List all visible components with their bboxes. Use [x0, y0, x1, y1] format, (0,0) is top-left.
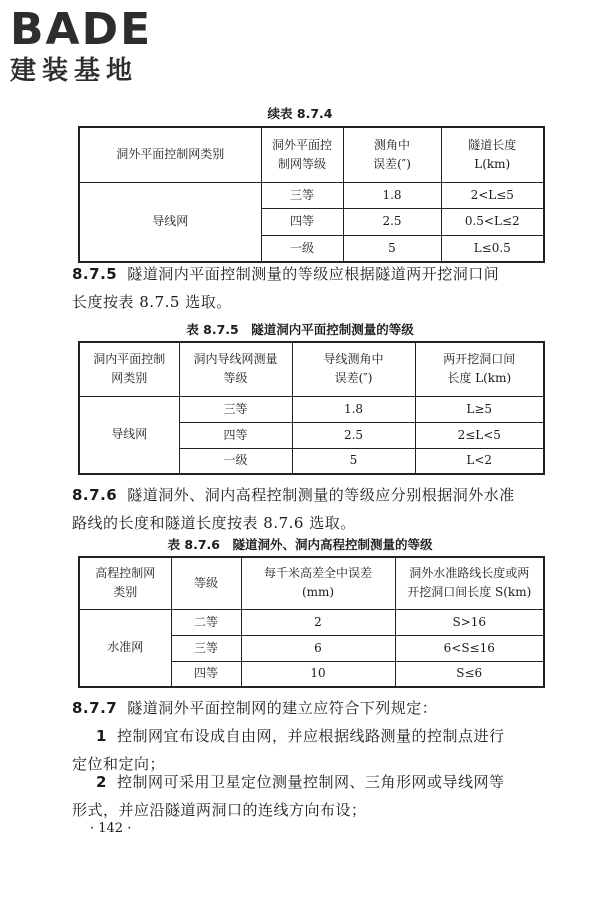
header-cell: 洞内导线网测量 等级 — [179, 342, 292, 396]
category-cell: 导线网 — [79, 182, 261, 262]
table-cell: 5 — [292, 448, 415, 474]
table-874-caption: 续表 8.7.4 — [267, 106, 333, 121]
header-cell: 导线测角中 误差(″) — [292, 342, 415, 396]
header-cell: 等级 — [171, 557, 241, 609]
table-cell: L≥5 — [415, 396, 544, 422]
table-row — [79, 609, 544, 635]
clause-877-text: 8.7.7 隧道洞外平面控制网的建立应符合下列规定： — [72, 699, 438, 717]
table-cell: 5 — [343, 235, 441, 262]
clause-number: 8.7.5 — [72, 265, 118, 283]
page-number: · 142 · — [90, 821, 132, 836]
table-cell: 四等 — [179, 422, 292, 448]
table-row — [79, 396, 544, 422]
table-cell: 6 — [241, 635, 395, 661]
table-cell: 2<L≤5 — [441, 182, 544, 208]
header-cell: 每千米高差全中误差 (mm) — [241, 557, 395, 609]
table-cell: 一级 — [179, 448, 292, 474]
table-cell: 0.5<L≤2 — [441, 208, 544, 235]
category-cell: 导线网 — [79, 396, 179, 474]
logo-brand: BADE — [10, 4, 153, 55]
item-1-line2: 定位和定向； — [72, 755, 166, 773]
clause-875-line2: 长度按表 8.7.5 选取。 — [72, 293, 232, 311]
header-cell: 隧道长度 L(km) — [441, 127, 544, 182]
clause-877 — [72, 694, 550, 722]
table-cell: 2.5 — [343, 208, 441, 235]
item-1-line1: 1 控制网宜布设成自由网，并应根据线路测量的控制点进行 — [96, 727, 505, 745]
table-cell: 二等 — [171, 609, 241, 635]
table-cell: 6<S≤16 — [395, 635, 544, 661]
table-row — [79, 182, 544, 208]
table-cell: 1.8 — [292, 396, 415, 422]
clause-875-line1: 8.7.5 隧道洞内平面控制测量的等级应根据隧道两开挖洞口间 — [72, 265, 500, 283]
header-cell: 洞外平面控制网类别 — [79, 127, 261, 182]
table-cell: 1.8 — [343, 182, 441, 208]
category-cell: 水准网 — [79, 609, 171, 687]
table-cell: S>16 — [395, 609, 544, 635]
clause-876 — [72, 481, 550, 537]
table-cell: 2≤L<5 — [415, 422, 544, 448]
table-874 — [78, 126, 545, 263]
table-cell: S≤6 — [395, 661, 544, 687]
item-number: 1 — [96, 727, 107, 745]
table-header-row — [79, 127, 544, 182]
clause-number: 8.7.6 — [72, 486, 118, 504]
item-number: 2 — [96, 773, 107, 791]
table-header-row — [79, 557, 544, 609]
table-cell: 四等 — [261, 208, 343, 235]
table-header-row — [79, 342, 544, 396]
header-cell: 洞外平面控 制网等级 — [261, 127, 343, 182]
bade-logo — [10, 6, 180, 86]
clause-875 — [72, 260, 550, 316]
header-cell: 洞内平面控制 网类别 — [79, 342, 179, 396]
header-cell: 高程控制网 类别 — [79, 557, 171, 609]
table-876-caption: 表 8.7.6 隧道洞外、洞内高程控制测量的等级 — [167, 537, 433, 552]
table-876 — [78, 556, 545, 688]
clause-877-item-2 — [72, 768, 550, 824]
table-875 — [78, 341, 545, 475]
table-cell: 一级 — [261, 235, 343, 262]
clause-876-line1: 8.7.6 隧道洞外、洞内高程控制测量的等级应分别根据洞外水准 — [72, 486, 515, 504]
logo-subtitle: 建装基地 — [10, 56, 139, 86]
header-cell: 测角中 误差(″) — [343, 127, 441, 182]
header-cell: 洞外水准路线长度或两 开挖洞口间长度 S(km) — [395, 557, 544, 609]
table-cell: 三等 — [171, 635, 241, 661]
clause-876-line2: 路线的长度和隧道长度按表 8.7.6 选取。 — [72, 514, 356, 532]
item-2-line2: 形式，并应沿隧道两洞口的连线方向布设； — [72, 801, 367, 819]
table-875-caption: 表 8.7.5 隧道洞内平面控制测量的等级 — [186, 322, 414, 337]
header-cell: 两开挖洞口间 长度 L(km) — [415, 342, 544, 396]
table-cell: L≤0.5 — [441, 235, 544, 262]
table-cell: L<2 — [415, 448, 544, 474]
clause-number: 8.7.7 — [72, 699, 118, 717]
table-cell: 四等 — [171, 661, 241, 687]
table-cell: 2 — [241, 609, 395, 635]
table-cell: 三等 — [261, 182, 343, 208]
table-cell: 2.5 — [292, 422, 415, 448]
table-cell: 三等 — [179, 396, 292, 422]
item-2-line1: 2 控制网可采用卫星定位测量控制网、三角形网或导线网等 — [96, 773, 505, 791]
table-cell: 10 — [241, 661, 395, 687]
